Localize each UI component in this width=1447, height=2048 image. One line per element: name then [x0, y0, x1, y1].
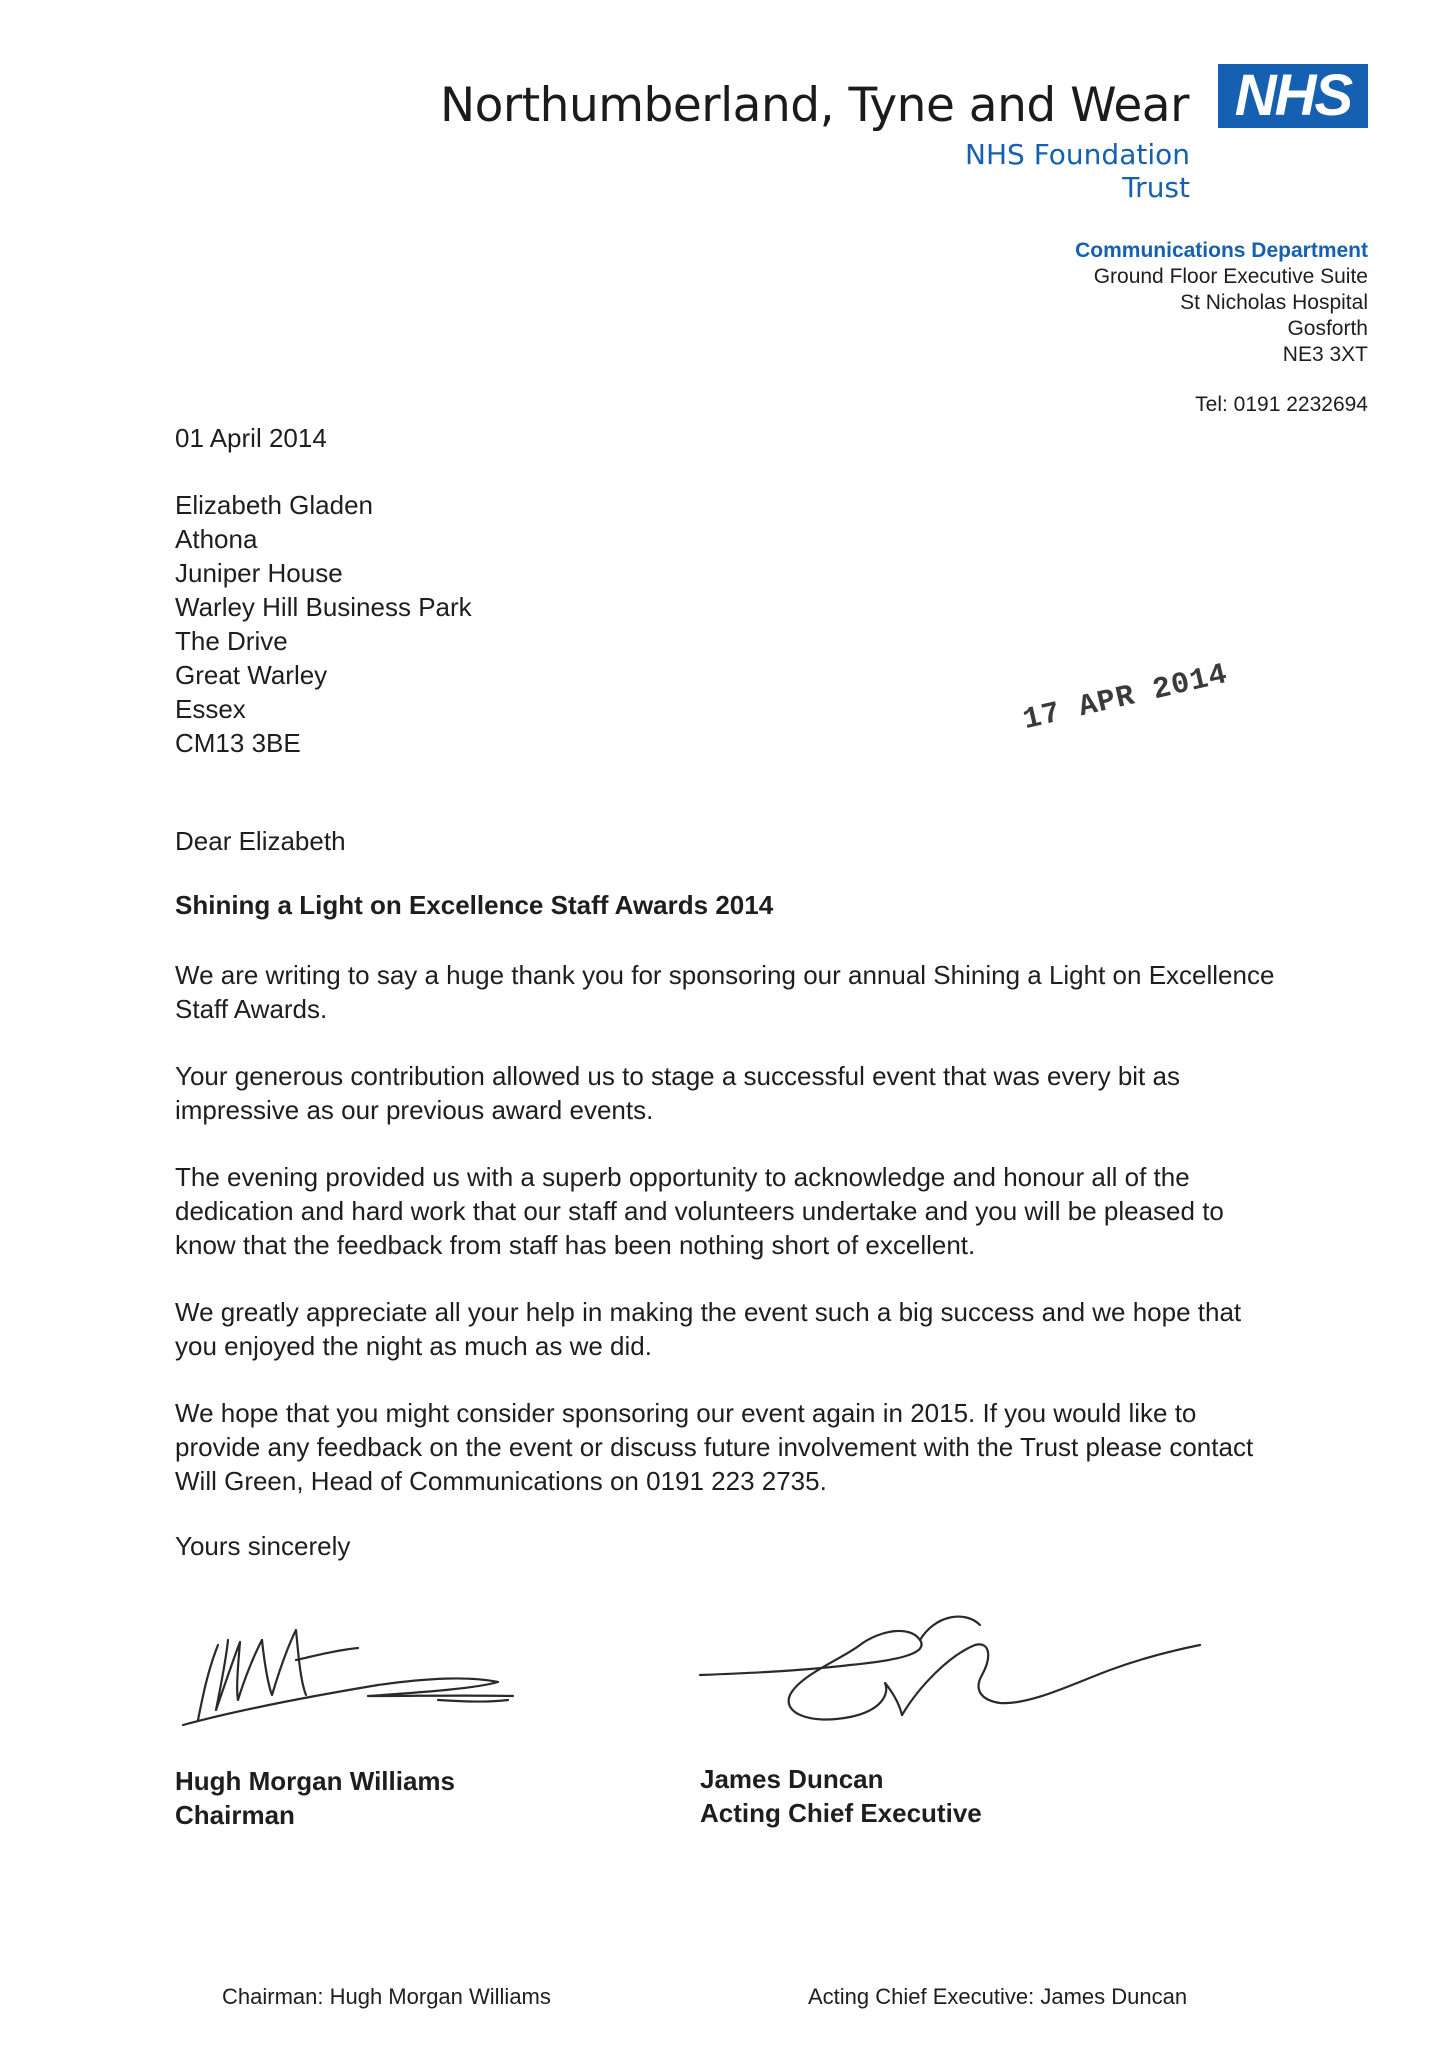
telephone: Tel: 0191 2232694	[1195, 393, 1368, 416]
signatory-chief-executive	[700, 1762, 982, 1830]
recipient-line: CM13 3BE	[175, 728, 301, 758]
body-paragraph: Your generous contribution allowed us to stage a successful event that was every bit as impressive as our previous award events.	[175, 1061, 1180, 1125]
recipient-address	[175, 488, 472, 760]
footer-chief-executive: Acting Chief Executive: James Duncan	[808, 1984, 1188, 2009]
signatory-chairman	[175, 1764, 455, 1832]
body-paragraph: We hope that you might consider sponsoring our event again in 2015. If you would like to provide any feedback on the event or discuss future involvement with the Trust please contact Will Green, Head of Communications on 0191 223 2735.	[175, 1398, 1254, 1496]
footer-chairman: Chairman: Hugh Morgan Williams	[222, 1984, 551, 2009]
recipient-line: Elizabeth Gladen	[175, 490, 374, 520]
sender-address	[868, 238, 1368, 368]
body-paragraph: We greatly appreciate all your help in making the event such a big success and we hope that you enjoyed the night as much as we did.	[175, 1297, 1242, 1361]
chairman-signature	[178, 1600, 518, 1730]
recipient-line: Juniper House	[175, 558, 343, 588]
body-paragraph: We are writing to say a huge thank you for sponsoring our annual Shining a Light on Excellence Staff Awards.	[175, 960, 1275, 1024]
salutation: Dear Elizabeth	[175, 826, 346, 856]
recipient-line: Warley Hill Business Park	[175, 592, 472, 622]
trust-name: Northumberland, Tyne and Wear	[440, 78, 1189, 133]
address-line: NE3 3XT	[1282, 343, 1368, 366]
recipient-line: Essex	[175, 694, 246, 724]
body-paragraph: The evening provided us with a superb opportunity to acknowledge and honour all of the dedication and hard work that our staff and volunteers undertake and you will be pleased to know that the feedback from staff has been nothing short of excellent.	[175, 1162, 1224, 1260]
closing: Yours sincerely	[175, 1531, 351, 1561]
letter-date: 01 April 2014	[175, 423, 327, 453]
chief-executive-signature	[690, 1585, 1210, 1735]
recipient-line: Great Warley	[175, 660, 328, 690]
address-line: St Nicholas Hospital	[1180, 291, 1368, 314]
address-line: Ground Floor Executive Suite	[1093, 265, 1368, 288]
recipient-line: The Drive	[175, 626, 288, 656]
signatory-name: Hugh Morgan Williams	[175, 1766, 455, 1796]
signatory-name: James Duncan	[700, 1764, 884, 1794]
subject-line: Shining a Light on Excellence Staff Awards 2014	[175, 890, 774, 920]
received-date-stamp: 17 APR 2014	[1020, 657, 1232, 739]
trust-subtitle: NHS Foundation Trust	[965, 138, 1190, 204]
nhs-logo: NHS	[1218, 64, 1368, 128]
signatory-title: Acting Chief Executive	[700, 1798, 982, 1828]
recipient-line: Athona	[175, 524, 258, 554]
department-name: Communications Department	[1075, 239, 1368, 262]
address-line: Gosforth	[1287, 317, 1368, 340]
signatory-title: Chairman	[175, 1800, 295, 1830]
